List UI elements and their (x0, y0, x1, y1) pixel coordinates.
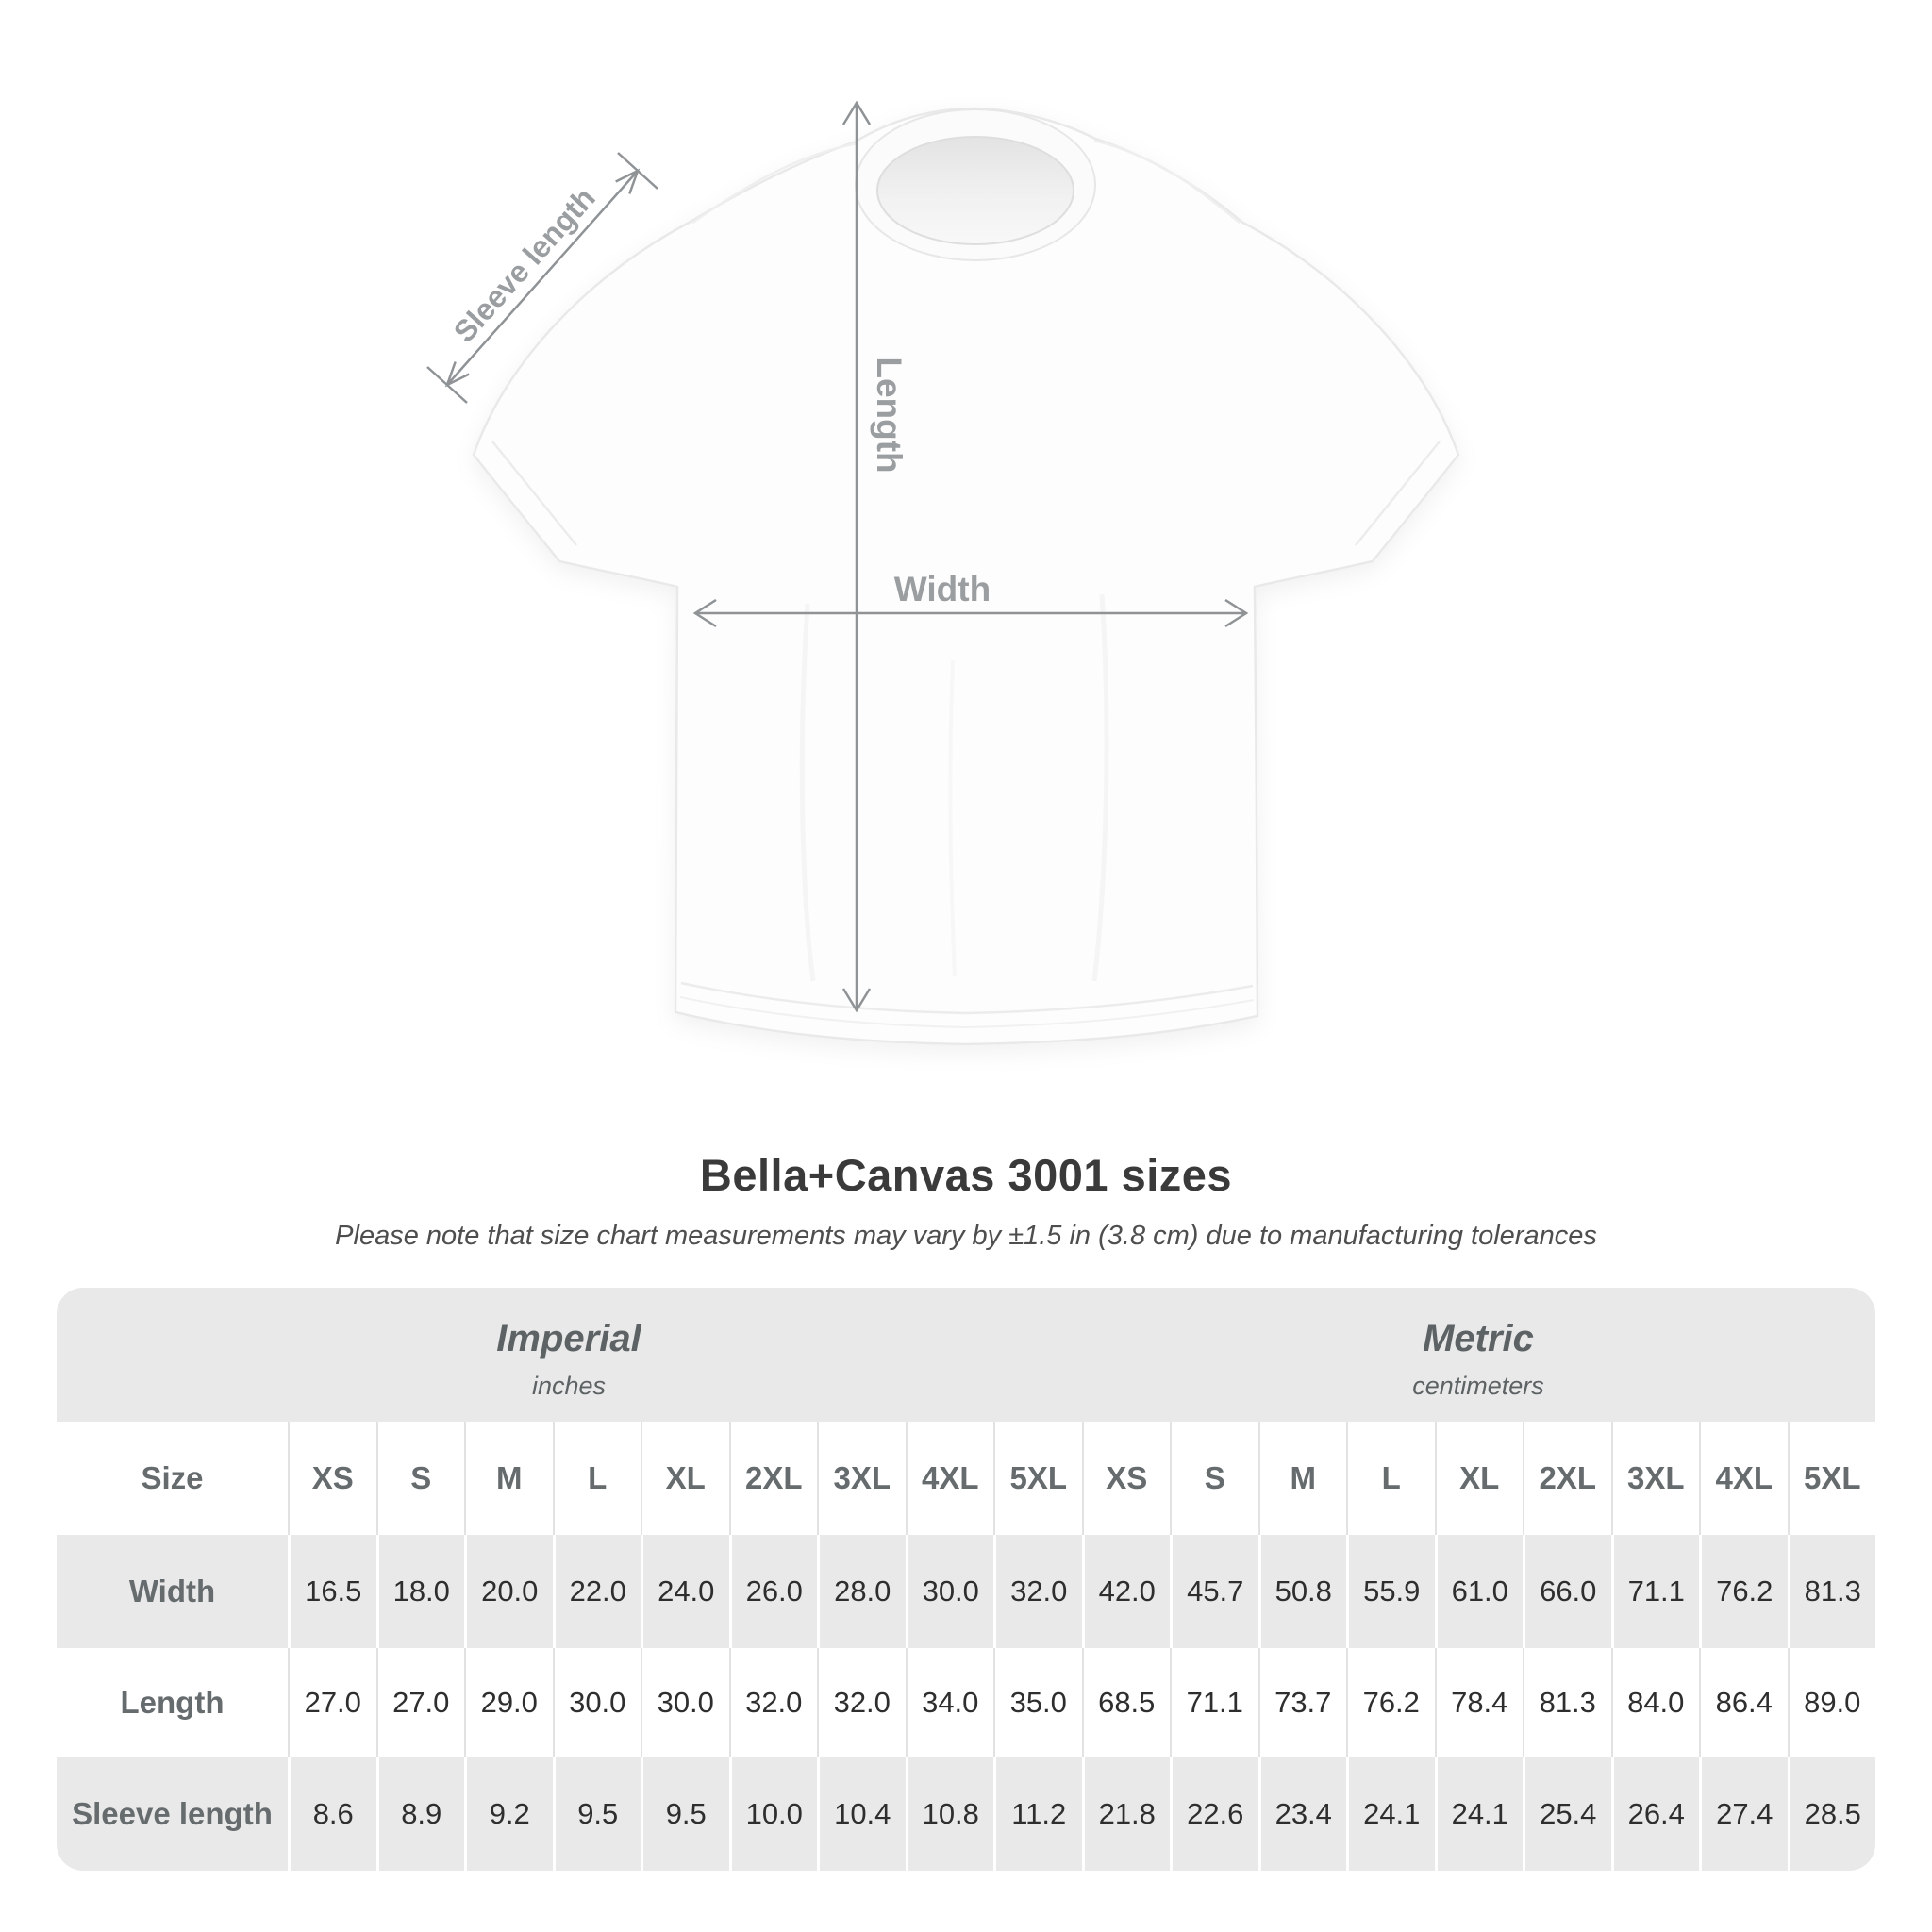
imperial-section (57, 1288, 1081, 1422)
cell-value: 18.0 (376, 1535, 465, 1648)
cell-value: 71.1 (1170, 1648, 1258, 1757)
cell-value: 35.0 (993, 1648, 1082, 1757)
cell-value: 28.0 (817, 1535, 906, 1648)
cell-value: 9.2 (464, 1757, 553, 1871)
cell-value: 86.4 (1699, 1648, 1788, 1757)
cell-value: 28.5 (1788, 1757, 1876, 1871)
row-label: Sleeve length (57, 1757, 288, 1871)
metric-section (1081, 1288, 1875, 1422)
size-grid (57, 1422, 1875, 1871)
cell-value: 73.7 (1258, 1648, 1347, 1757)
cell-value: 78.4 (1435, 1648, 1524, 1757)
metric-section-unit: centimeters (1412, 1372, 1544, 1400)
cell-value: 22.0 (553, 1535, 641, 1648)
cell-value: 11.2 (993, 1757, 1082, 1871)
size-col-header-metric-xl: XL (1435, 1422, 1524, 1535)
size-col-header-imperial-xl: XL (641, 1422, 729, 1535)
length-dimension-label: Length (870, 357, 908, 474)
size-col-header-imperial-5xl: 5XL (993, 1422, 1082, 1535)
unit-section-header (57, 1288, 1875, 1422)
cell-value: 34.0 (906, 1648, 994, 1757)
size-col-header-imperial-s: S (376, 1422, 465, 1535)
size-col-header-metric-4xl: 4XL (1699, 1422, 1788, 1535)
metric-section-label: Metric (1423, 1318, 1534, 1359)
size-col-header-metric-s: S (1170, 1422, 1258, 1535)
cell-value: 9.5 (641, 1757, 729, 1871)
page-subtitle: Please note that size chart measurements may vary by ±1.5 in (3.8 cm) due to manufacturing tolerances (335, 1221, 1597, 1251)
cell-value: 30.0 (641, 1648, 729, 1757)
cell-value: 10.4 (817, 1757, 906, 1871)
cell-value: 42.0 (1082, 1535, 1171, 1648)
size-col-header-metric-m: M (1258, 1422, 1347, 1535)
cell-value: 66.0 (1523, 1535, 1611, 1648)
size-col-header-imperial-2xl: 2XL (729, 1422, 818, 1535)
size-col-header-imperial-3xl: 3XL (817, 1422, 906, 1535)
sleeve-length-dimension-label: Sleeve length (446, 180, 602, 349)
size-col-header-imperial-xs: XS (288, 1422, 376, 1535)
cell-value: 68.5 (1082, 1648, 1171, 1757)
cell-value: 26.4 (1611, 1757, 1700, 1871)
cell-value: 27.0 (288, 1648, 376, 1757)
cell-value: 21.8 (1082, 1757, 1171, 1871)
cell-value: 20.0 (464, 1535, 553, 1648)
row-label: Width (57, 1535, 288, 1648)
size-col-header-metric-xs: XS (1082, 1422, 1171, 1535)
cell-value: 9.5 (553, 1757, 641, 1871)
size-table (57, 1288, 1875, 1871)
size-corner-header: Size (57, 1422, 288, 1535)
cell-value: 26.0 (729, 1535, 818, 1648)
size-col-header-metric-2xl: 2XL (1523, 1422, 1611, 1535)
cell-value: 84.0 (1611, 1648, 1700, 1757)
cell-value: 32.0 (729, 1648, 818, 1757)
cell-value: 8.9 (376, 1757, 465, 1871)
cell-value: 30.0 (553, 1648, 641, 1757)
cell-value: 32.0 (993, 1535, 1082, 1648)
size-col-header-metric-3xl: 3XL (1611, 1422, 1700, 1535)
size-col-header-imperial-m: M (464, 1422, 553, 1535)
cell-value: 45.7 (1170, 1535, 1258, 1648)
cell-value: 61.0 (1435, 1535, 1524, 1648)
size-col-header-imperial-l: L (553, 1422, 641, 1535)
imperial-section-unit: inches (531, 1372, 607, 1400)
size-col-header-metric-5xl: 5XL (1788, 1422, 1876, 1535)
width-dimension-label: Width (893, 570, 991, 608)
cell-value: 71.1 (1611, 1535, 1700, 1648)
cell-value: 27.0 (376, 1648, 465, 1757)
row-label: Length (57, 1648, 288, 1757)
cell-value: 27.4 (1699, 1757, 1788, 1871)
cell-value: 23.4 (1258, 1757, 1347, 1871)
size-col-header-imperial-4xl: 4XL (906, 1422, 994, 1535)
cell-value: 29.0 (464, 1648, 553, 1757)
cell-value: 16.5 (288, 1535, 376, 1648)
cell-value: 32.0 (817, 1648, 906, 1757)
cell-value: 81.3 (1523, 1648, 1611, 1757)
cell-value: 24.1 (1346, 1757, 1435, 1871)
cell-value: 24.0 (641, 1535, 729, 1648)
size-col-header-metric-l: L (1346, 1422, 1435, 1535)
cell-value: 24.1 (1435, 1757, 1524, 1871)
cell-value: 25.4 (1523, 1757, 1611, 1871)
cell-value: 8.6 (288, 1757, 376, 1871)
cell-value: 10.8 (906, 1757, 994, 1871)
cell-value: 22.6 (1170, 1757, 1258, 1871)
cell-value: 76.2 (1699, 1535, 1788, 1648)
cell-value: 30.0 (906, 1535, 994, 1648)
cell-value: 81.3 (1788, 1535, 1876, 1648)
imperial-section-label: Imperial (496, 1318, 641, 1359)
cell-value: 89.0 (1788, 1648, 1876, 1757)
cell-value: 55.9 (1346, 1535, 1435, 1648)
cell-value: 50.8 (1258, 1535, 1347, 1648)
page-title: Bella+Canvas 3001 sizes (699, 1150, 1233, 1200)
cell-value: 76.2 (1346, 1648, 1435, 1757)
cell-value: 10.0 (729, 1757, 818, 1871)
